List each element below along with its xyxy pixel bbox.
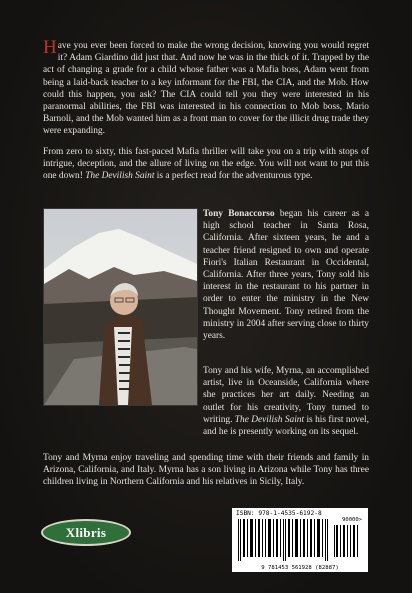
isbn-barcode (232, 508, 368, 572)
author-bio (203, 208, 369, 342)
synopsis-text: ave you ever been forced to make the wrong decision, knowing you would regret it? Adam Giardino did just that. And now he was in the thick of it. Trapped by the act of changing a grade for a child whose father was a Mafia boss, Adam went from being a laid-back teacher to a key informant for the FBI, the CIA, and the Mob. How could this happen, you ask? The CIA could tell you they were interested in his paranormal abilities, the FBI was interested in his connection to Mob boss, Mario Barnoli, and the Mob wanted him as a front man to cover for the illicit drug trade they were expanding. (43, 41, 369, 137)
teaser-paragraph (43, 146, 369, 183)
author-name: Tony Bonaccorso (203, 209, 275, 219)
bio-second-end: is his first novel, and he is presently working on its sequel. (203, 414, 369, 438)
drop-cap: H (43, 37, 57, 58)
author-bio-second (203, 365, 369, 438)
author-photo (43, 208, 198, 406)
xlibris-logo: Xlibris (41, 519, 131, 546)
barcode-bars (238, 519, 362, 561)
teaser-book-title: The Devilish Saint (85, 171, 155, 182)
isbn-text: ISBN: 978-1-4535-6192-8 (236, 510, 322, 517)
author-bio-text: began his career as a high school teacher in Santa Rosa, California. After sixteen years, he and a teacher friend resigned to own and operate Fiori's Italian Restaurant in Occidental, California. After three years, Tony sold his interest in the restaurant to his partner in order to enter the ministry in the New Thought Movement. Tony retired from the ministry in 2004 after serving close to thirty years. (203, 209, 369, 342)
author-bio-second-text: Tony and his wife, Myrna, an accomplished artist, live in Oceanside, California where she practices her art daily. Needing an outlet for his creativity, Tony turned to writing. (203, 366, 369, 425)
synopsis-paragraph (43, 37, 369, 138)
teaser-end: is a perfect read for the adventurous type. (156, 171, 313, 182)
barcode-digits: 9 781453 561928 (82887) (261, 565, 339, 571)
family-paragraph: Tony and Myrna enjoy traveling and spending time with their friends and family in Arizona, California, and Italy. Myrna has a son living in Arizona while Tony has three children living in Northern California and his relatives in Sicily, Italy. (43, 453, 369, 488)
bio-book-title: The Devilish Saint (234, 414, 305, 425)
barcode-addon: 90000> (342, 517, 362, 523)
teaser-text: From zero to sixty, this fast-paced Mafia thriller will take you on a trip with stops of intrigue, deception, and the allure of living on the edge. You will not want to put this one down! (43, 147, 369, 182)
